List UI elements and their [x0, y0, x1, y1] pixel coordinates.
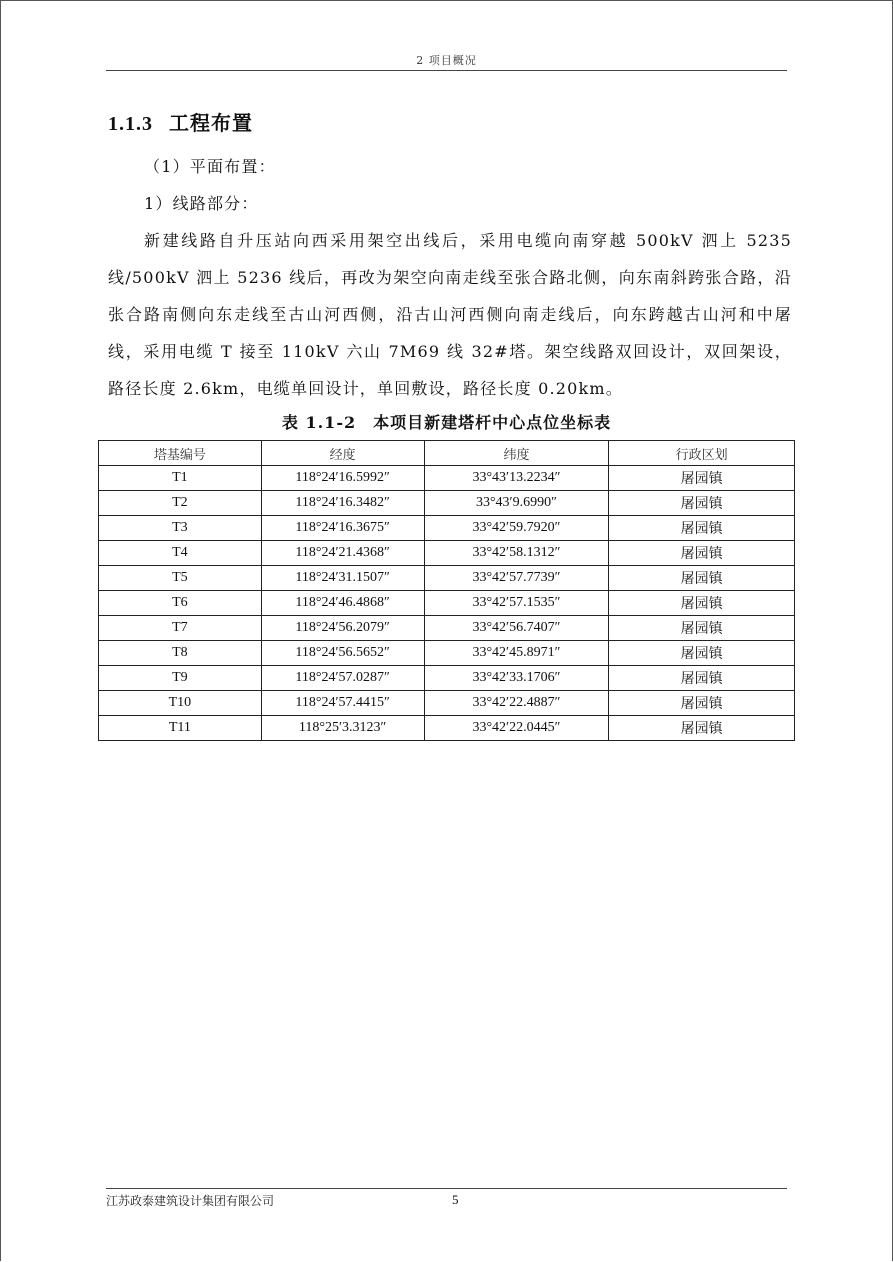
table-row [99, 566, 795, 591]
table-cell: 屠园镇 [609, 666, 795, 691]
table-cell: 118°24′21.4368″ [261, 541, 424, 566]
table-cell: T10 [99, 691, 262, 716]
section-heading [108, 107, 253, 136]
subheading-layout: （1）平面布置： [144, 157, 276, 176]
table-cell: T1 [99, 466, 262, 491]
table-cell: 33°42′45.8971″ [424, 641, 609, 666]
table-row [99, 716, 795, 741]
table-cell: 118°24′16.3482″ [261, 491, 424, 516]
table-cell: 118°24′16.3675″ [261, 516, 424, 541]
table-cell: 118°24′46.4868″ [261, 591, 424, 616]
table-cell: 118°24′56.2079″ [261, 616, 424, 641]
table-cell: 33°43′13.2234″ [424, 466, 609, 491]
header-cell: 经度 [261, 441, 424, 466]
table-cell: 屠园镇 [609, 716, 795, 741]
table-cell: 屠园镇 [609, 541, 795, 566]
table-cell: 33°42′22.0445″ [424, 716, 609, 741]
table-cell: 屠园镇 [609, 616, 795, 641]
table-row [99, 466, 795, 491]
table-cell: 屠园镇 [609, 591, 795, 616]
section-number: 1.1.3 [108, 113, 153, 135]
table-cell: 118°24′57.4415″ [261, 691, 424, 716]
table-cell: 屠园镇 [609, 566, 795, 591]
table-cell: T8 [99, 641, 262, 666]
table-cell: T7 [99, 616, 262, 641]
table-cell: 33°42′58.1312″ [424, 541, 609, 566]
section-title: 工程布置 [169, 111, 253, 135]
table-cell: 屠园镇 [609, 641, 795, 666]
table-cell: T9 [99, 666, 262, 691]
table-row [99, 541, 795, 566]
table-row [99, 691, 795, 716]
table-row [99, 491, 795, 516]
table-row [99, 666, 795, 691]
table-cell: 屠园镇 [609, 516, 795, 541]
page-number: 5 [452, 1192, 459, 1207]
table-cell: 33°42′57.1535″ [424, 591, 609, 616]
table-cell: 屠园镇 [609, 691, 795, 716]
table-cell: T6 [99, 591, 262, 616]
table-row [99, 591, 795, 616]
table-cell: 118°25′3.3123″ [261, 716, 424, 741]
footer-company: 江苏政泰建筑设计集团有限公司 [106, 1194, 275, 1208]
subheading-line: 1）线路部分： [144, 194, 259, 213]
table-cell: 33°42′59.7920″ [424, 516, 609, 541]
table-cell: T5 [99, 566, 262, 591]
footer-rule [106, 1188, 787, 1189]
table-cell: 118°24′57.0287″ [261, 666, 424, 691]
header-cell: 塔基编号 [99, 441, 262, 466]
table-cell: 118°24′16.5992″ [261, 466, 424, 491]
table-cell: 118°24′31.1507″ [261, 566, 424, 591]
table-row [99, 616, 795, 641]
table-cell: 33°42′33.1706″ [424, 666, 609, 691]
table-cell: T11 [99, 716, 262, 741]
table-cell: 118°24′56.5652″ [261, 641, 424, 666]
header-cell: 纬度 [424, 441, 609, 466]
table-row [99, 516, 795, 541]
table-cell: T4 [99, 541, 262, 566]
body-paragraph: 新建线路自升压站向西采用架空出线后，采用电缆向南穿越 500kV 泗上 5235 线/500kV 泗上 5236 线后，再改为架空向南走线至张合路北侧，向东南斜跨张合路，沿张合路南侧向东走线至古山河西侧，沿古山河西侧向南走线后，向东跨越古山河和中屠线，采用电缆 T 接至 110kV 六山 7M69 线 32#塔。架空线路双回设计，双回架设，路径长度 2.6km，电缆单回设计，单回敷设，路径长度 0.20km。 [108, 231, 792, 398]
running-header: 2 项目概况 [416, 54, 477, 67]
table-cell: T3 [99, 516, 262, 541]
table-cell: T2 [99, 491, 262, 516]
table-row [99, 641, 795, 666]
table-header-row [99, 441, 795, 466]
table-cell: 屠园镇 [609, 466, 795, 491]
table-cell: 33°43′9.6990″ [424, 491, 609, 516]
header-rule [106, 70, 787, 71]
header-cell: 行政区划 [609, 441, 795, 466]
table-cell: 屠园镇 [609, 491, 795, 516]
table-caption: 表 1.1-2 本项目新建塔杆中心点位坐标表 [281, 413, 612, 432]
table-cell: 33°42′56.7407″ [424, 616, 609, 641]
coordinate-table [98, 440, 795, 741]
table-cell: 33°42′57.7739″ [424, 566, 609, 591]
table-body [99, 466, 795, 741]
table-cell: 33°42′22.4887″ [424, 691, 609, 716]
